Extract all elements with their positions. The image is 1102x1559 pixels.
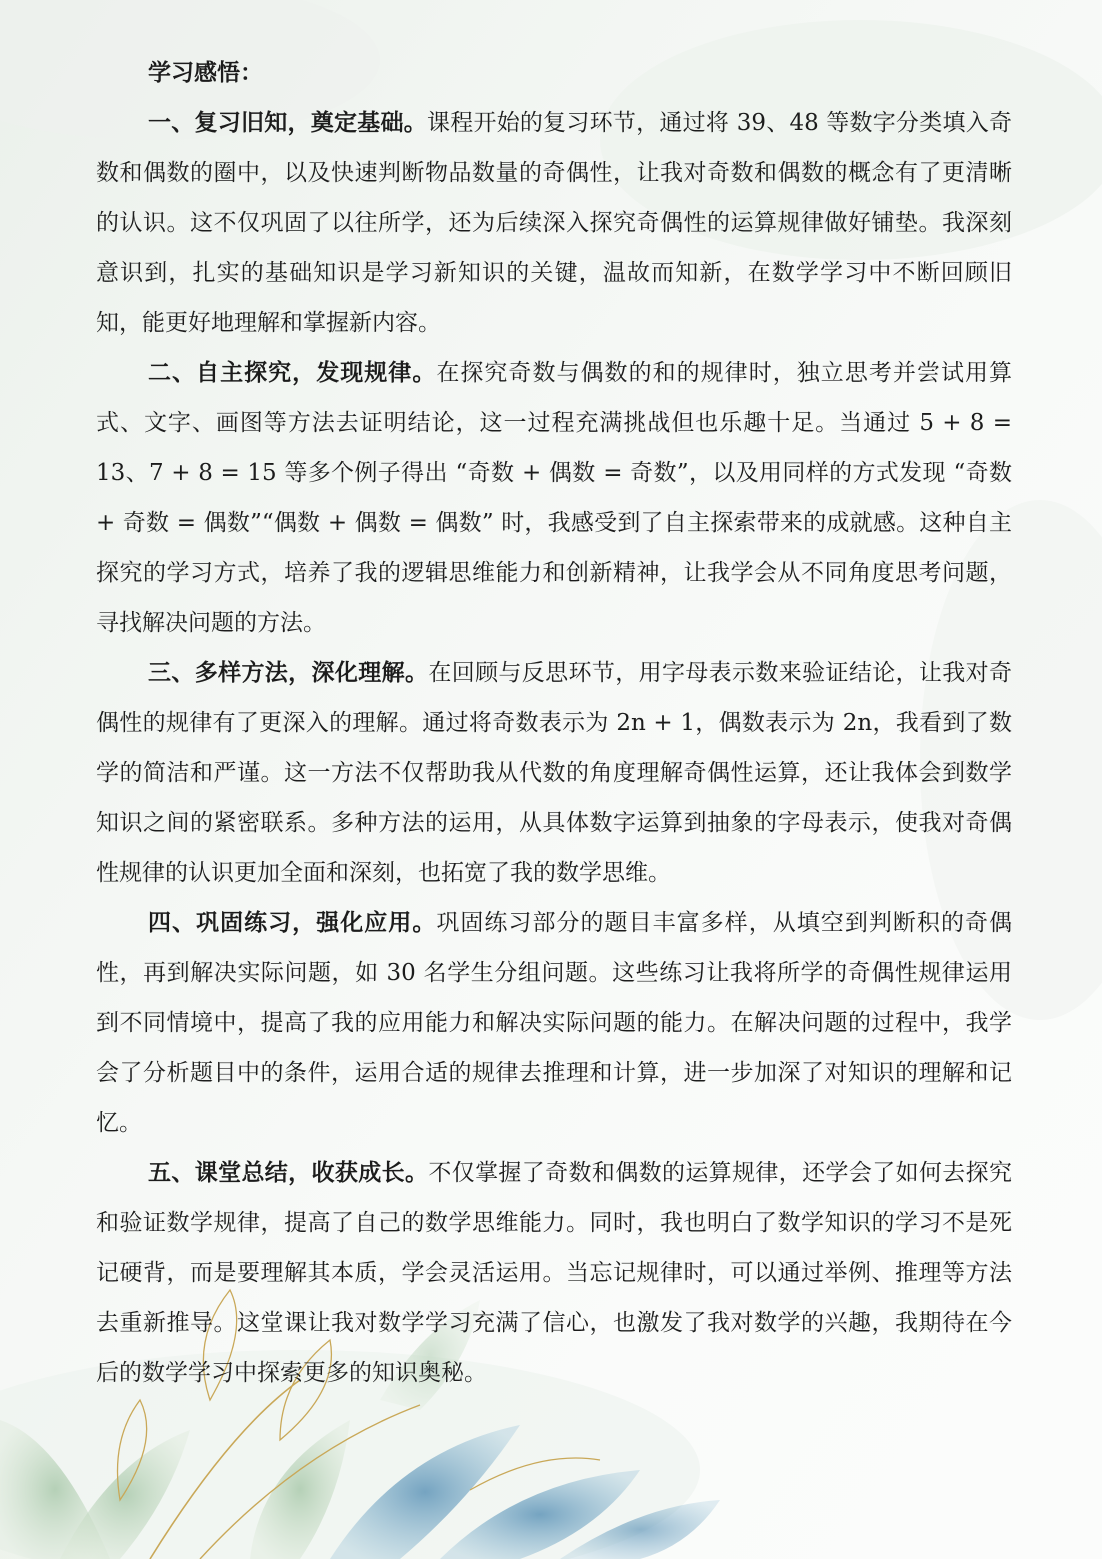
section-body: 巩固练习部分的题目丰富多样，从填空到判断积的奇偶性，再到解决实际问题，如 30 名学生分组问题。这些练习让我将所学的奇偶性规律运用到不同情境中，提高了我的应用能力和解决实际问题的能力。在解决问题的过程中，我学会了分析题目中的条件，运用合适的规律去推理和计算，进一步加深了对知识的理解和记忆。 — [96, 910, 1013, 1136]
section-methods — [96, 648, 1012, 898]
page-title: 学习感悟： — [148, 59, 263, 86]
section-lead: 三、多样方法，深化理解。 — [148, 659, 429, 686]
section-body: 不仅掌握了奇数和偶数的运算规律，还学会了如何去探究和验证数学规律，提高了自己的数学思维能力。同时，我也明白了数学知识的学习不是死记硬背，而是要理解其本质，学会灵活运用。当忘记规律时，可以通过举例、推理等方法去重新推导。这堂课让我对数学学习充满了信心，也激发了我对数学的兴趣，我期待在今后的数学学习中探索更多的知识奥秘。 — [96, 1160, 1013, 1386]
document-body — [96, 48, 1012, 1398]
section-review — [96, 98, 1012, 348]
section-body: 在回顾与反思环节，用字母表示数来验证结论，让我对奇偶性的规律有了更深入的理解。通过将奇数表示为 2n + 1，偶数表示为 2n，我看到了数学的简洁和严谨。这一方法不仅帮助我从代数的角度理解奇偶性运算，还让我体会到数学知识之间的紧密联系。多种方法的运用，从具体数字运算到抽象的字母表示，使我对奇偶性规律的认识更加全面和深刻，也拓宽了我的数学思维。 — [96, 660, 1013, 886]
section-lead: 二、自主探究，发现规律。 — [148, 359, 437, 386]
section-summary — [96, 1148, 1012, 1398]
section-lead: 五、课堂总结，收获成长。 — [148, 1159, 429, 1186]
section-lead: 四、巩固练习，强化应用。 — [148, 909, 437, 936]
section-explore — [96, 348, 1012, 648]
section-body: 在探究奇数与偶数的和的规律时，独立思考并尝试用算式、文字、画图等方法去证明结论，这一过程充满挑战但也乐趣十足。当通过 5 + 8 = 13、7 + 8 = 15 等多个例子得出 “奇数 + 偶数 = 奇数”，以及用同样的方式发现 “奇数 + 奇数 = 偶数”“偶数 + 偶数 = 偶数” 时，我感受到了自主探索带来的成就感。这种自主探究的学习方式，培养了我的逻辑思维能力和创新精神，让我学会从不同角度思考问题，寻找解决问题的方法。 — [96, 360, 1013, 636]
section-body: 课程开始的复习环节，通过将 39、48 等数字分类填入奇数和偶数的圈中，以及快速判断物品数量的奇偶性，让我对奇数和偶数的概念有了更清晰的认识。这不仅巩固了以往所学，还为后续深入探究奇偶性的运算规律做好铺垫。我深刻意识到，扎实的基础知识是学习新知识的关键，温故而知新，在数学学习中不断回顾旧知，能更好地理解和掌握新内容。 — [96, 110, 1013, 336]
section-lead: 一、复习旧知，奠定基础。 — [148, 109, 427, 136]
section-practice — [96, 898, 1012, 1148]
